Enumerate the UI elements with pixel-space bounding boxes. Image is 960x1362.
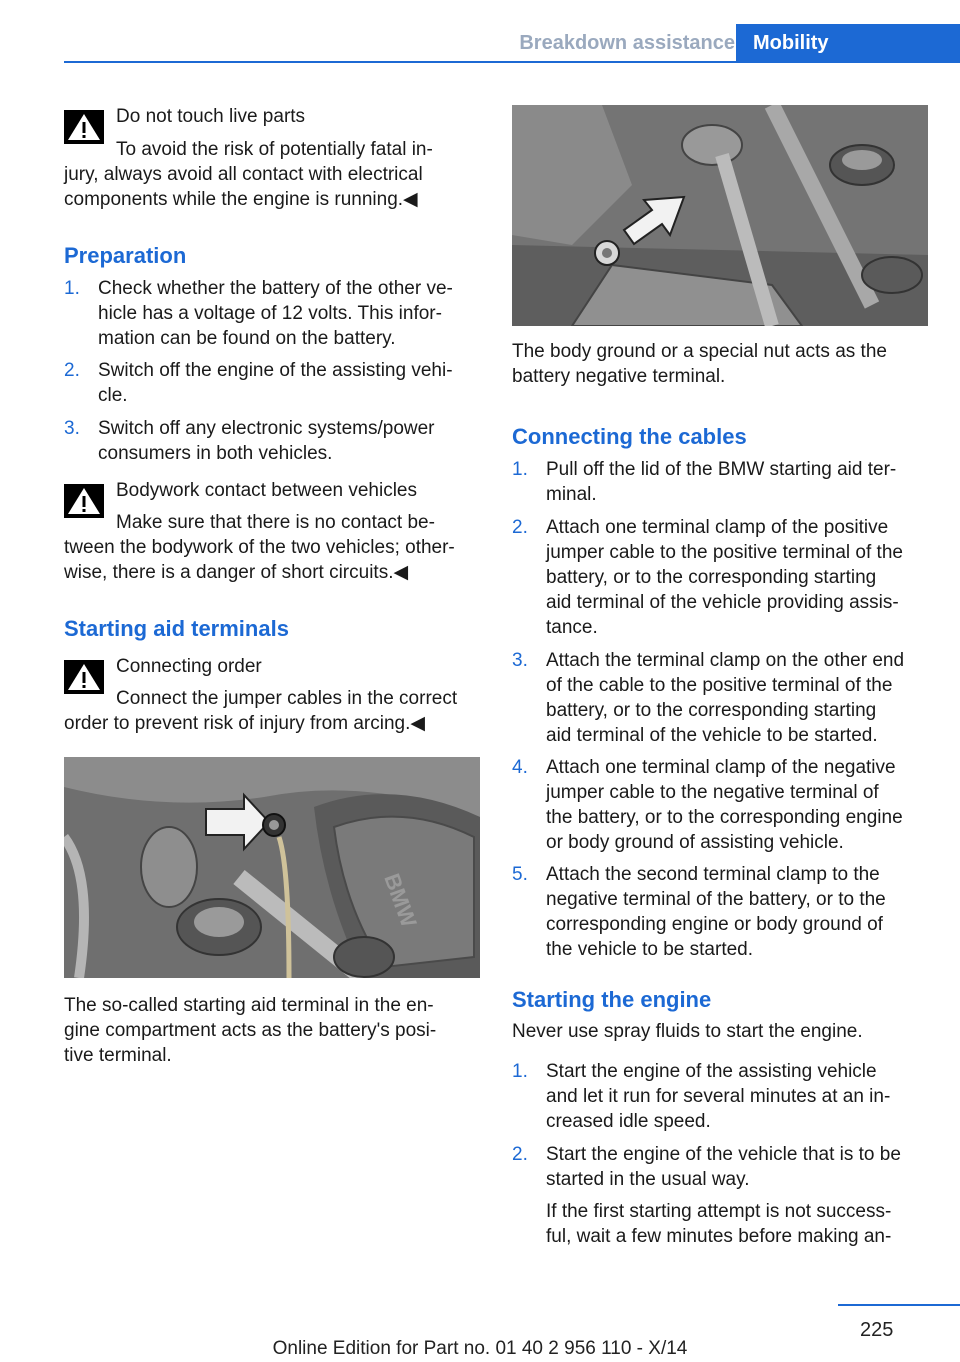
step-text: aid terminal of the vehicle providing assis- [546,592,899,613]
warning-text: Connect the jumper cables in the correct [116,688,458,709]
step-text: minal. [546,484,597,505]
step-text: jumper cable to the negative terminal of [546,782,879,803]
step-number: 1. [64,278,80,299]
caption-text: The so-called starting aid terminal in the en- [64,995,434,1016]
step-text: Attach one terminal clamp of the negative [546,757,896,778]
warning-triangle-icon [64,660,104,694]
warning-title: Do not touch live parts [116,106,306,127]
page-number: 225 [860,1319,894,1341]
step-text: battery, or to the corresponding starting [546,700,877,721]
step-text: started in the usual way. [546,1169,750,1190]
heading-connecting-the-cables: Connecting the cables [512,424,747,449]
step-number: 3. [64,418,80,439]
step-text: negative terminal of the battery, or to the [546,889,886,910]
heading-starting-aid-terminals: Starting aid terminals [64,616,289,641]
caption-text: The body ground or a special nut acts as the [512,341,887,362]
step-text: Start the engine of the assisting vehicle [546,1061,877,1082]
footer-rule [838,1304,960,1306]
step-number: 5. [512,864,528,885]
note-text: If the first starting attempt is not success- [546,1201,892,1222]
step-text: Switch off the engine of the assisting vehi- [98,360,453,381]
note-text: ful, wait a few minutes before making an- [546,1226,892,1247]
intro-text: Never use spray fluids to start the engine. [512,1021,863,1042]
step-number: 4. [512,757,528,778]
warning-text: wise, there is a danger of short circuits.◀ [64,562,409,583]
step-text: Attach the second terminal clamp to the [546,864,880,885]
warning-title: Bodywork contact between vehicles [116,480,417,501]
step-text: the vehicle to be started. [546,939,754,960]
warning-title: Connecting order [116,656,262,677]
heading-preparation: Preparation [64,243,187,268]
header-section: Breakdown assistance [519,32,735,54]
warning-triangle-icon [64,484,104,518]
header-chapter-tab: Mobility [736,24,960,62]
step-text: battery, or to the corresponding starting [546,567,877,588]
caption-text: gine compartment acts as the battery's posi- [64,1020,437,1041]
step-text: mation can be found on the battery. [98,328,396,349]
warning-text: jury, always avoid all contact with electrical [64,164,423,185]
svg-text:BMW: BMW [379,870,422,931]
body-ground-photo [512,105,928,326]
caption-text: battery negative terminal. [512,366,726,387]
warning-text: components while the engine is running.◀ [64,189,418,210]
warning-triangle-icon [64,110,104,144]
step-number: 1. [512,1061,528,1082]
step-text: of the cable to the positive terminal of the [546,675,893,696]
caption-text: tive terminal. [64,1045,172,1066]
step-text: Attach one terminal clamp of the positive [546,517,889,538]
step-text: cle. [98,385,128,406]
warning-text: Make sure that there is no contact be- [116,512,435,533]
heading-starting-the-engine: Starting the engine [512,987,712,1012]
engine-compartment-photo [64,757,480,978]
step-number: 3. [512,650,528,671]
header-rule [64,61,960,63]
step-text: Attach the terminal clamp on the other end [546,650,905,671]
step-number: 1. [512,459,528,480]
step-text: aid terminal of the vehicle to be started. [546,725,878,746]
step-text: creased idle speed. [546,1111,711,1132]
step-text: Check whether the battery of the other ve- [98,278,453,299]
step-text: corresponding engine or body ground of [546,914,883,935]
step-text: Switch off any electronic systems/power [98,418,435,439]
step-text: jumper cable to the positive terminal of the [546,542,903,563]
step-text: consumers in both vehicles. [98,443,333,464]
step-number: 2. [512,517,528,538]
edition-footer: Online Edition for Part no. 01 40 2 956 110 - X/14 [272,1338,688,1359]
step-text: Start the engine of the vehicle that is to be [546,1144,901,1165]
step-text: hicle has a voltage of 12 volts. This infor- [98,303,442,324]
step-number: 2. [512,1144,528,1165]
step-text: or body ground of assisting vehicle. [546,832,844,853]
warning-text: To avoid the risk of potentially fatal in- [116,139,433,160]
step-text: and let it run for several minutes at an in- [546,1086,891,1107]
step-text: the battery, or to the corresponding engine [546,807,903,828]
step-number: 2. [64,360,80,381]
step-text: tance. [546,617,598,638]
warning-text: order to prevent risk of injury from arcing.◀ [64,713,425,734]
warning-text: tween the bodywork of the two vehicles; other- [64,537,455,558]
step-text: Pull off the lid of the BMW starting aid ter- [546,459,897,480]
